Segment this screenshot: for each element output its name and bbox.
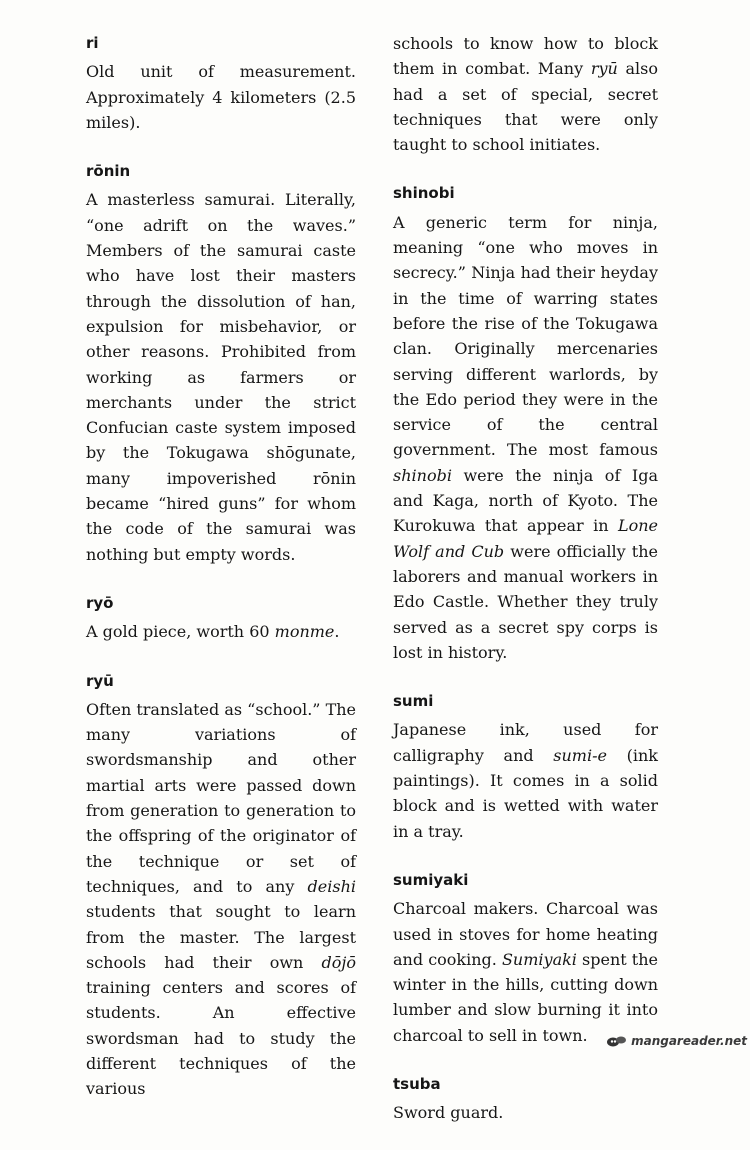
definition-text: Japanese ink, used for calligraphy and — [393, 720, 658, 765]
glossary-entry-ryo — [86, 591, 356, 645]
left-column — [86, 31, 356, 1126]
definition-text: schools to know how to block them in combat. Many — [393, 34, 658, 79]
definition-text: students that sought to learn from the master. The largest schools had their own — [86, 902, 356, 972]
entry-definition: Sword guard. — [393, 1103, 504, 1123]
definition-italic: shinobi — [393, 465, 452, 485]
definition-text: A gold piece, worth 60 — [86, 622, 275, 642]
definition-text: training centers and scores of students. An effective swordsman had to study the different techniques of the various — [86, 978, 356, 1099]
definition-text: A generic term for ninja, meaning “one who moves in secrecy.” Ninja had their heyday in the time of warring states before the rise of the Tokugawa clan. Originally mercenaries serving different warlords, by the Edo period they were in the service of the central government. The most famous — [393, 212, 658, 460]
entry-term: ryū — [86, 671, 114, 690]
definition-italic: Sumiyaki — [501, 949, 577, 969]
glossary-entry-sumiyaki — [393, 868, 658, 1048]
entry-term: ri — [86, 34, 99, 52]
entry-definition — [86, 697, 356, 1102]
definition-italic: sumi-e — [553, 745, 607, 765]
definition-italic: dōjō — [321, 952, 356, 972]
watermark — [606, 1034, 747, 1048]
entry-term: rōnin — [86, 162, 131, 181]
entry-definition — [86, 619, 356, 644]
entry-term: ryō — [86, 593, 114, 612]
definition-text: . — [334, 622, 340, 642]
entry-definition: Old unit of measurement. Approximately 4 kilometers (2.5 miles). — [86, 62, 356, 132]
definition-text: were the ninja of Iga and Kaga, north of Kyoto. The Kurokuwa that appear in — [393, 465, 658, 536]
entry-term: sumi — [393, 692, 434, 711]
definition-text: were officially the laborers and manual workers in Edo Castle. Whether they truly served as a secret spy corps is lost in history. — [393, 541, 659, 662]
entry-definition — [393, 717, 658, 843]
glossary-entry-shinobi — [393, 181, 658, 665]
definition-italic: monme — [274, 622, 335, 642]
glossary-entry-ryu — [86, 669, 356, 1102]
definition-italic: deishi — [307, 876, 356, 896]
definition-italic: ryū — [590, 59, 618, 79]
definition-text: also had a set of special, secret techniques that were only taught to school initiates. — [393, 59, 659, 155]
glossary-entry-ri — [86, 31, 356, 135]
ryu-definition-continued — [393, 31, 658, 157]
watermark-text: mangareader.net — [631, 1034, 747, 1048]
entry-term: shinobi — [393, 184, 455, 203]
glossary-entry-ronin — [86, 159, 356, 567]
entry-term: sumiyaki — [393, 870, 469, 889]
entry-term: tsuba — [393, 1074, 441, 1093]
definition-text: Charcoal makers. Charcoal was used in stoves for home heating and cooking. — [393, 899, 658, 969]
definition-text: spent the winter in the hills, cutting down lumber and slow burning it into charcoal to sell in town. — [393, 949, 658, 1045]
right-column — [393, 31, 658, 1150]
entry-definition — [393, 896, 658, 1048]
glossary-entry-sumi — [393, 689, 658, 844]
glossary-entry-tsuba — [393, 1072, 658, 1126]
definition-text: (ink paintings). It comes in a solid block and is wetted with water in a tray. — [393, 745, 658, 841]
definition-italic: Lone Wolf and Cub — [393, 516, 658, 561]
entry-definition — [393, 210, 658, 665]
definition-text: Often translated as “school.” The many variations of swordsmanship and other martial arts were passed down from generation to generation to the offspring of the originator of the technique or set of techniques, and to any — [86, 699, 357, 896]
manga-face-logo-icon — [606, 1035, 628, 1047]
entry-definition: A masterless samurai. Literally, “one adrift on the waves.” Members of the samurai caste who have lost their masters through the dissolution of han, expulsion for misbehavior, or other reasons. Prohibited from working as farmers or merchants under the strict Confucian caste system imposed by the Tokugawa shōgunate, many impoverished rōnin became “hired guns” for whom the code of the samurai was nothing but empty words. — [86, 190, 356, 564]
